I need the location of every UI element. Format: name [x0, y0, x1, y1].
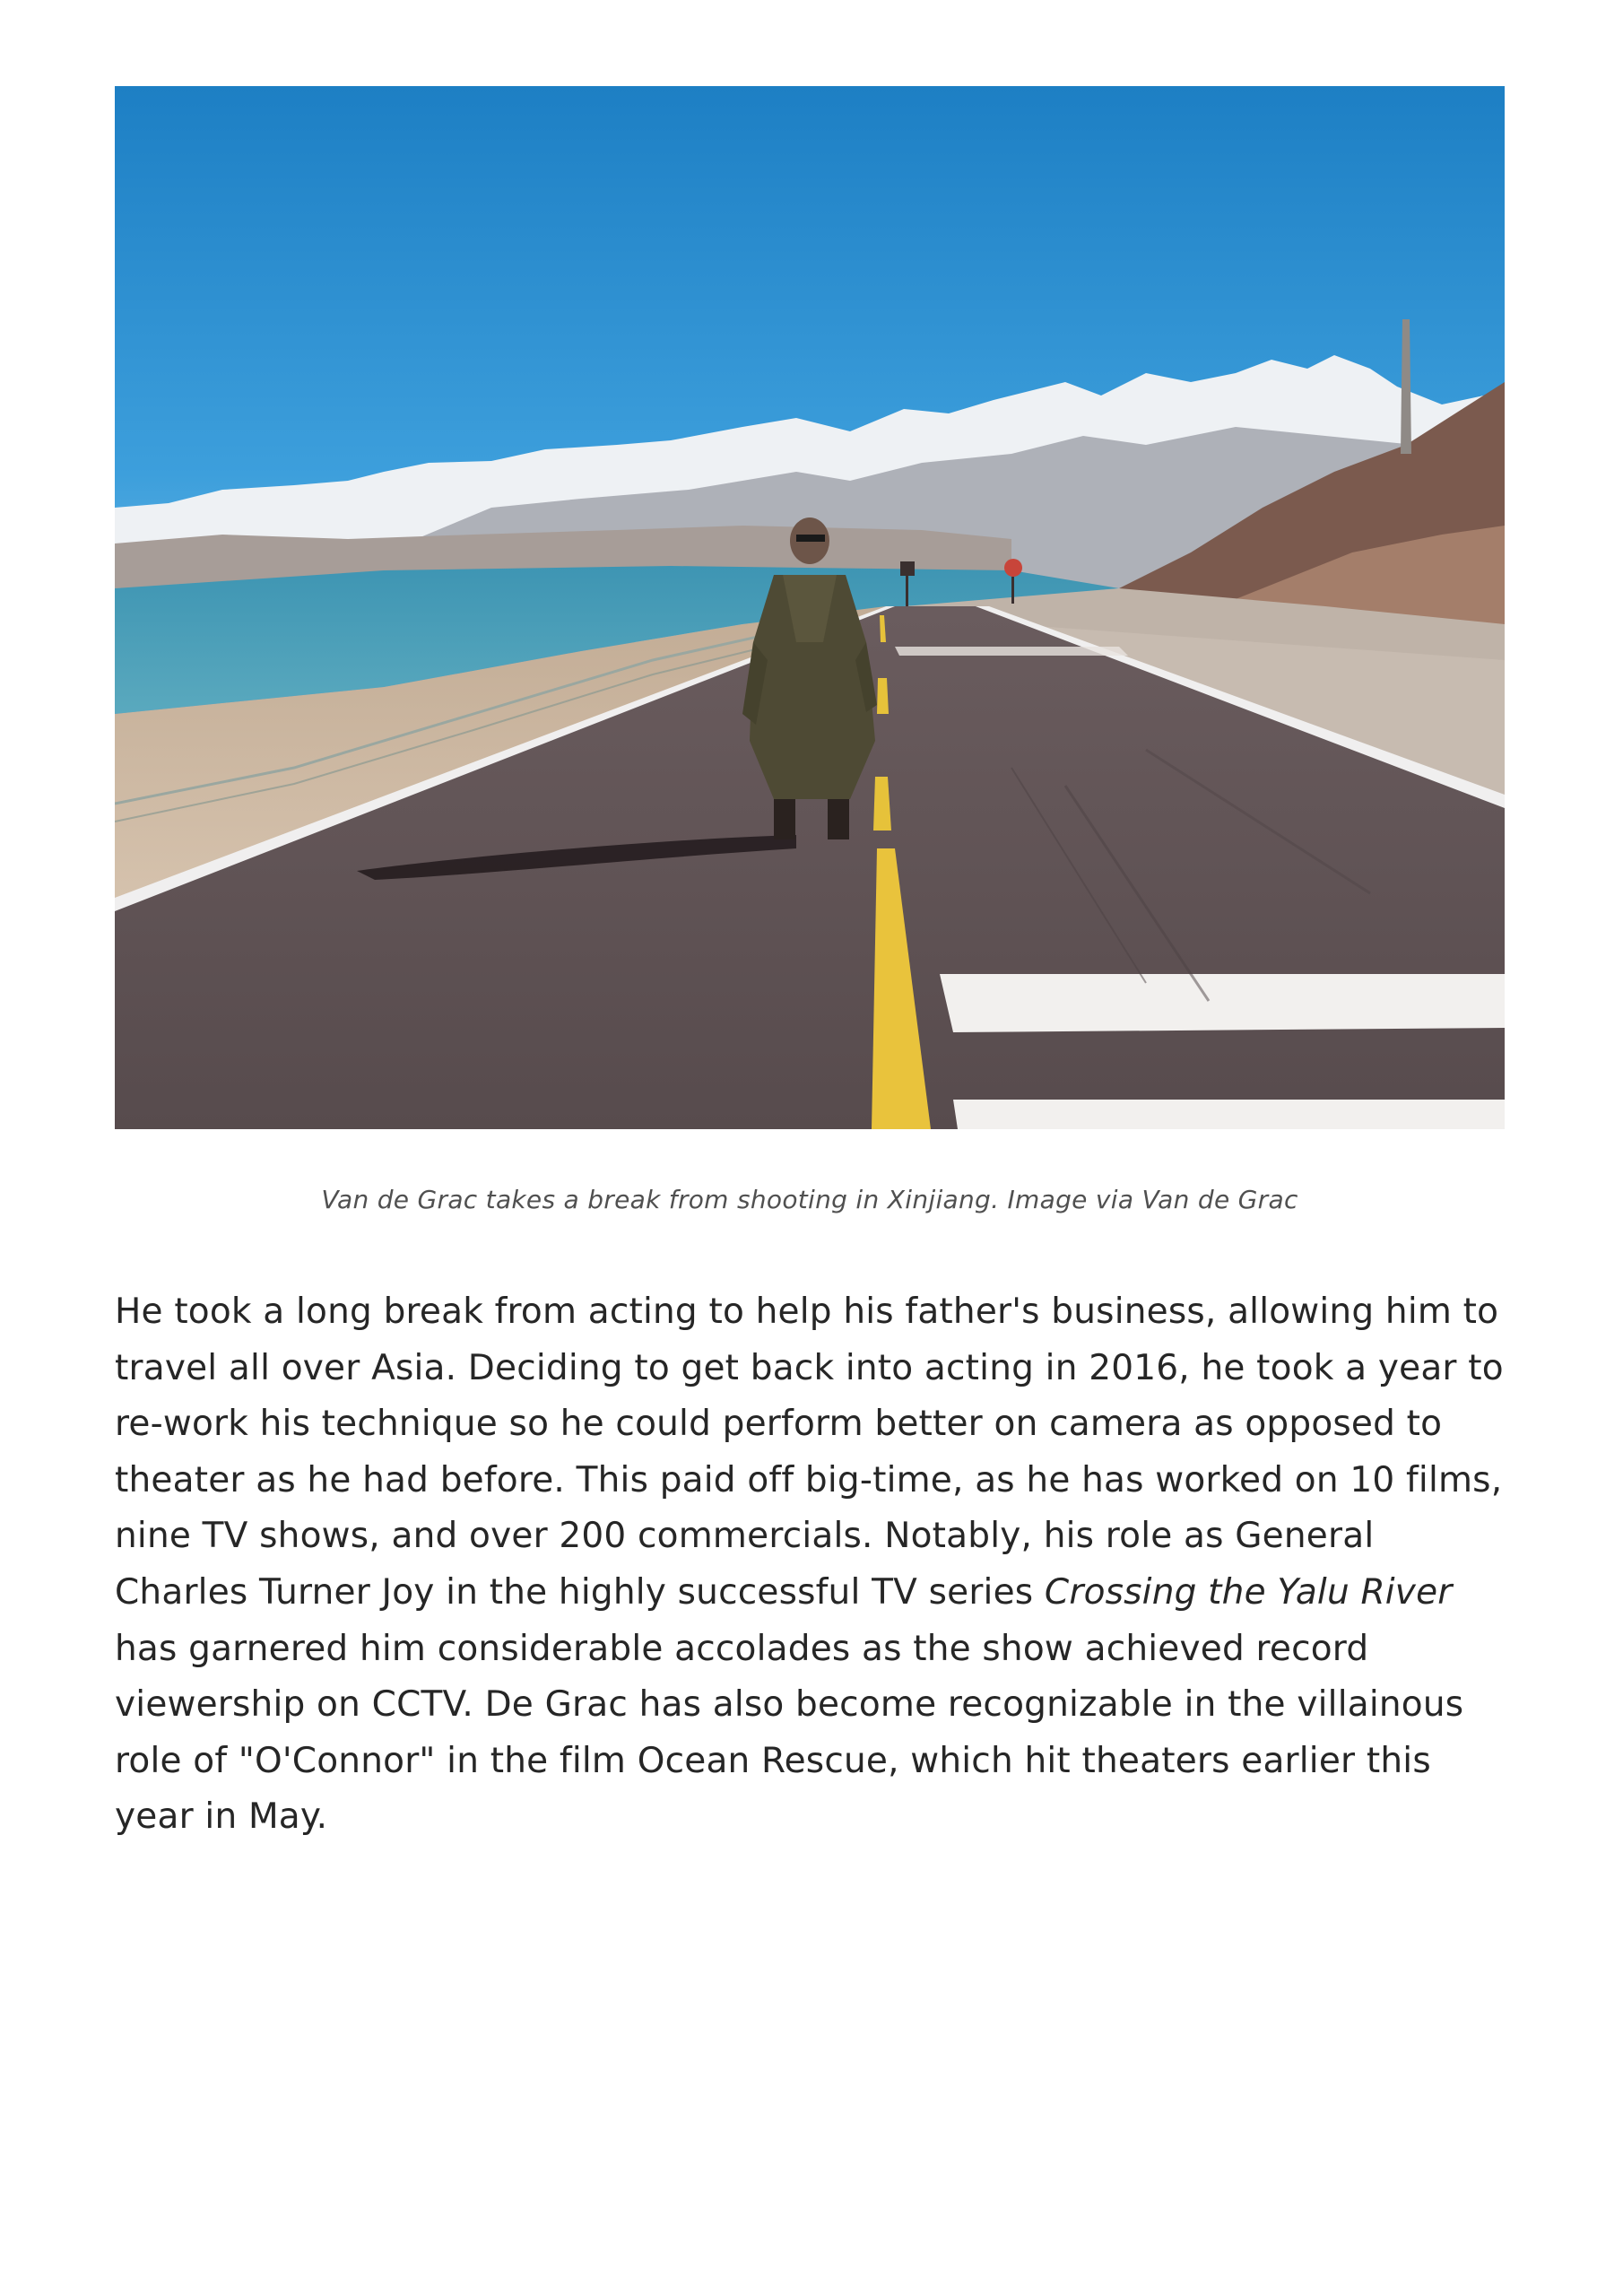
photo-illustration: [115, 86, 1505, 1129]
photo-caption: Van de Grac takes a break from shooting in Xinjiang. Image via Van de Grac: [321, 1185, 1298, 1214]
paragraph-text-2: has garnered him considerable accolades as the show achieved record viewership on CCTV. De Grac has also become recognizable in the villainous role of "O'Connor" in the film Ocean Rescue, which hit theaters earlier this year in May.: [115, 1628, 1464, 1838]
article-photo: [115, 86, 1505, 1129]
show-title: Crossing the Yalu River: [1044, 1571, 1453, 1613]
paragraph-text-1: He took a long break from acting to help his father's business, allowing him to travel all over Asia. Deciding to get back into acting in 2016, he took a year to re-work his technique so he could perform better on camera as opposed to theater as he had before. This paid off big-time, as he has worked on 10 films, nine TV shows, and over 200 commercials. Notably, his role as General Charles Turner Joy in the highly successful TV series: [115, 1292, 1504, 1613]
article-paragraph: [115, 1284, 1509, 1846]
